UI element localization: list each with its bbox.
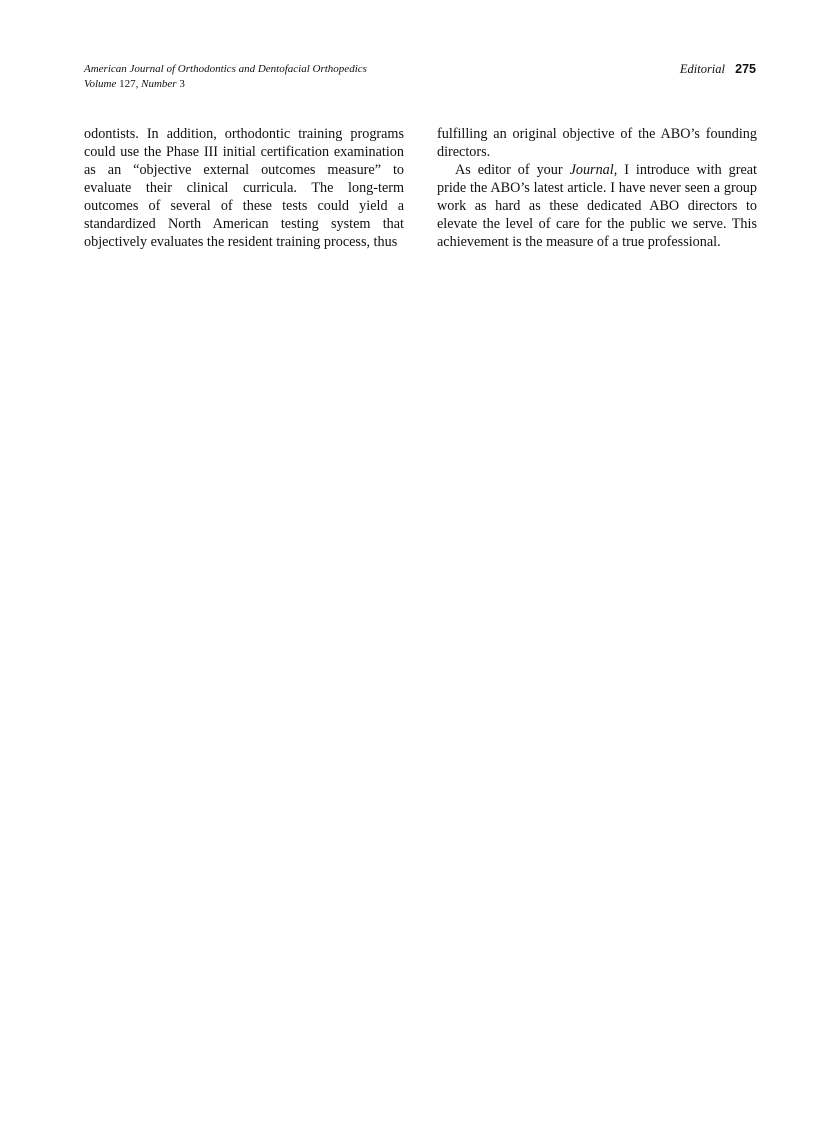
journal-title: American Journal of Orthodontics and Dentofacial Orthopedics (84, 63, 367, 75)
volume-line: Volume 127, Number 3 (84, 78, 185, 90)
number-label: Number (141, 78, 177, 90)
right-column (437, 125, 757, 251)
right-paragraph-1: fulfilling an original objective of the ABO’s founding directors. (437, 126, 757, 160)
volume-number (119, 78, 136, 90)
journal-info (84, 62, 367, 92)
right-paragraph-2 (437, 161, 757, 251)
running-head (84, 62, 756, 94)
left-column (84, 125, 404, 251)
right-paragraph-2-after: , I introduce with great pride the ABO’s latest article. I have never seen a group work as hard as these dedicated ABO directors to elevate the level of care for the public we serve. This achievement is the measure of a true professional. (437, 162, 757, 250)
issue-number: 3 (179, 78, 185, 90)
left-paragraph-1: odontists. In addition, orthodontic training programs could use the Phase III initial certification examination as an “objective external outcomes measure” to evaluate their clinical curricula. The long-term outcomes of several of these tests could yield a standardized North American testing system that objectively evaluates the resident training process, thus (84, 126, 404, 250)
page-number: 275 (735, 62, 756, 76)
volume-label: Volume (84, 78, 117, 90)
right-paragraph-2-before: As editor of your (455, 162, 570, 178)
journal-italic-word: Journal (569, 162, 614, 178)
section-name: Editorial (679, 62, 726, 76)
volume-number-value: 127 (119, 78, 136, 90)
header-right (680, 62, 756, 77)
